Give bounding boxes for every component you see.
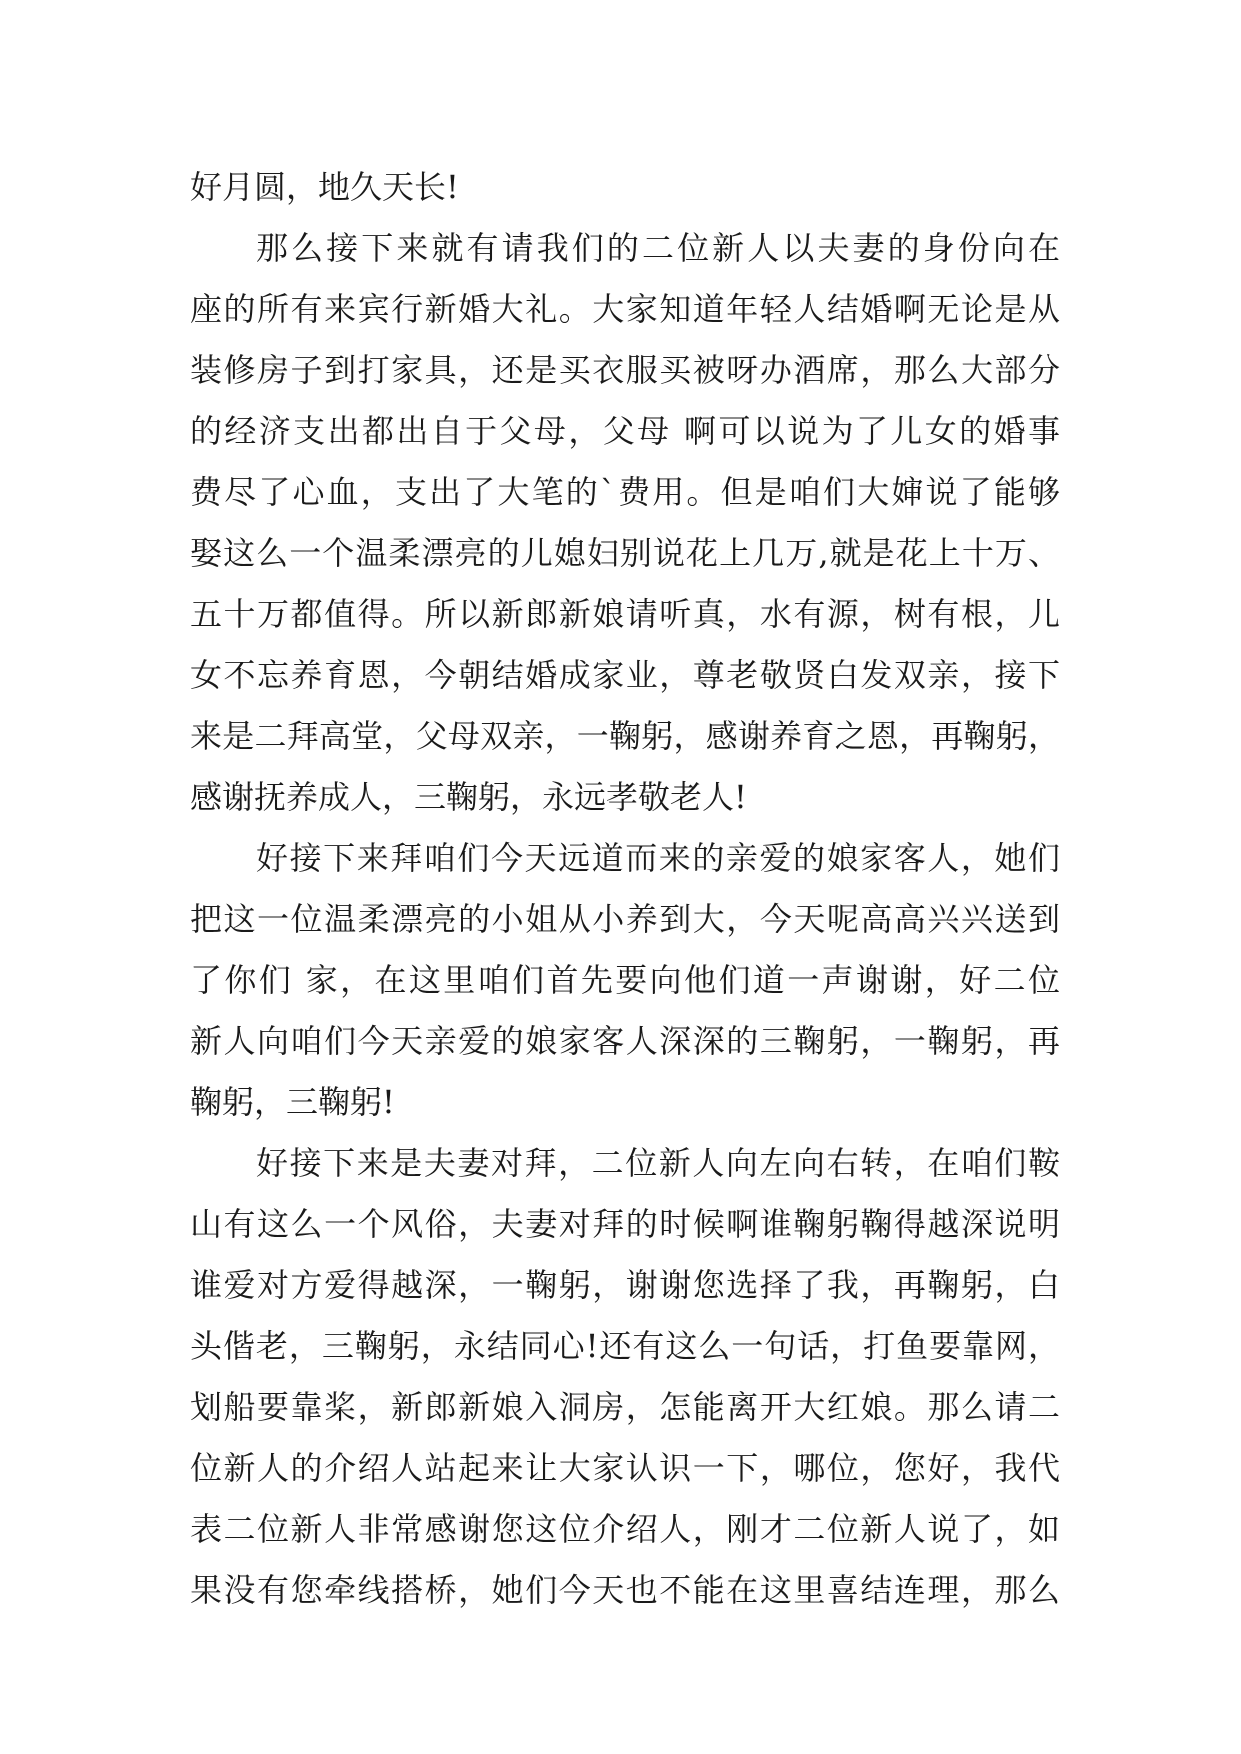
text-line-18: 山有这么一个风俗，夫妻对拜的时候啊谁鞠躬鞠得越深说明 — [190, 1205, 1060, 1243]
text-line-13: 把这一位温柔漂亮的小姐从小养到大，今天呢高高兴兴送到 — [190, 900, 1060, 938]
text-line-19: 谁爱对方爱得越深，一鞠躬，谢谢您选择了我，再鞠躬，白 — [190, 1266, 1060, 1304]
text-line-22: 位新人的介绍人站起来让大家认识一下，哪位，您好，我代 — [190, 1449, 1060, 1487]
paragraph-start-line: 那么接下来就有请我们的二位新人以夫妻的身份向在 — [256, 229, 1060, 267]
text-line-16: 鞠躬，三鞠躬! — [190, 1083, 395, 1121]
text-line-1: 好月圆，地久天长! — [190, 168, 459, 206]
paragraph-start-line: 好接下来拜咱们今天远道而来的亲爱的娘家客人，她们 — [256, 839, 1060, 877]
text-line-23: 表二位新人非常感谢您这位介绍人，刚才二位新人说了，如 — [190, 1510, 1060, 1548]
text-line-9: 女不忘养育恩，今朝结婚成家业，尊老敬贤白发双亲，接下 — [190, 656, 1060, 694]
text-line-24: 果没有您牵线搭桥，她们今天也不能在这里喜结连理，那么 — [190, 1571, 1060, 1609]
text-line-6: 费尽了心血，支出了大笔的`费用。但是咱们大婶说了能够 — [190, 473, 1060, 511]
text-line-3: 座的所有来宾行新婚大礼。大家知道年轻人结婚啊无论是从 — [190, 290, 1060, 328]
text-line-5: 的经济支出都出自于父母，父母 啊可以说为了儿女的婚事 — [190, 412, 1060, 450]
text-line-4: 装修房子到打家具，还是买衣服买被呀办酒席，那么大部分 — [190, 351, 1060, 389]
text-line-15: 新人向咱们今天亲爱的娘家客人深深的三鞠躬，一鞠躬，再 — [190, 1022, 1060, 1060]
text-line-20: 头偕老，三鞠躬，永结同心!还有这么一句话，打鱼要靠网， — [190, 1327, 1060, 1365]
text-line-21: 划船要靠桨，新郎新娘入洞房，怎能离开大红娘。那么请二 — [190, 1388, 1060, 1426]
text-line-11: 感谢抚养成人，三鞠躬，永远孝敬老人! — [190, 778, 747, 816]
paragraph-start-line: 好接下来是夫妻对拜，二位新人向左向右转，在咱们鞍 — [256, 1144, 1060, 1182]
text-line-10: 来是二拜高堂，父母双亲，一鞠躬，感谢养育之恩，再鞠躬， — [190, 717, 1060, 755]
text-line-14: 了你们 家，在这里咱们首先要向他们道一声谢谢，好二位 — [190, 961, 1060, 999]
text-line-7: 娶这么一个温柔漂亮的儿媳妇别说花上几万,就是花上十万、 — [190, 534, 1060, 572]
text-line-8: 五十万都值得。所以新郎新娘请听真，水有源，树有根，儿 — [190, 595, 1060, 633]
